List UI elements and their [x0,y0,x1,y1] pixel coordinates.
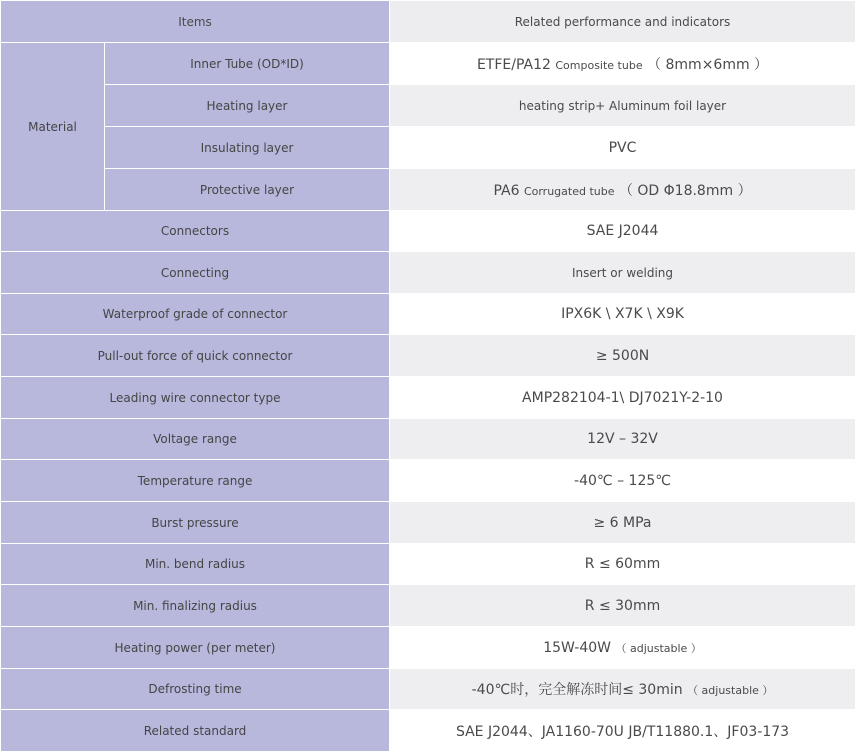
row-value [390,43,855,85]
table-row [1,502,855,544]
row-label: Related standard [1,710,390,752]
value-main: ETFE/PA12 [476,56,551,73]
row-label: Insulating layer [105,127,390,169]
value-main: PA6 [493,182,520,199]
header-items: Items [1,1,390,43]
table-row [1,169,855,211]
row-value [390,169,855,211]
row-label: Inner Tube (OD*ID) [105,43,390,85]
row-label: Heating power (per meter) [1,627,390,669]
table-row [1,211,855,252]
material-group-label: Material [1,43,105,211]
table-row [1,85,855,127]
row-value: ≥ 500N [390,335,855,377]
table-row [1,544,855,585]
table-row [1,419,855,460]
row-label: Min. bend radius [1,544,390,585]
table-row [1,710,855,752]
row-value [390,627,855,669]
value-sub: Composite tube [555,58,643,72]
table-row [1,252,855,294]
table-row [1,127,855,169]
row-label: Connecting [1,252,390,294]
row-label: Protective layer [105,169,390,211]
row-value: ≥ 6 MPa [390,502,855,544]
row-value: -40℃ – 125℃ [390,460,855,502]
value-tail: （ 8mm×6mm ） [647,56,769,73]
row-label: Waterproof grade of connector [1,294,390,335]
table-row [1,669,855,710]
table-row [1,294,855,335]
row-value: 12V – 32V [390,419,855,460]
table-row [1,627,855,669]
row-label: Connectors [1,211,390,252]
row-value: R ≤ 30mm [390,585,855,627]
row-value: IPX6K \ X7K \ X9K [390,294,855,335]
value-sub: （ adjustable ） [615,641,702,655]
value-sub: Corrugated tube [523,184,615,198]
row-value: SAE J2044、JA1160-70U JB/T11880.1、JF03-173 [390,710,855,752]
header-performance: Related performance and indicators [390,1,855,43]
table-row [1,335,855,377]
row-label: Voltage range [1,419,390,460]
value-sub: （ adjustable ） [687,684,774,697]
row-value: AMP282104-1\ DJ7021Y-2-10 [390,377,855,419]
row-label: Min. finalizing radius [1,585,390,627]
value-main: -40℃时，完全解冻时间≤ 30min [471,682,683,698]
row-label: Pull-out force of quick connector [1,335,390,377]
row-value: PVC [390,127,855,169]
table-row [1,585,855,627]
row-label: Defrosting time [1,669,390,710]
header-row [1,1,855,43]
row-value: SAE J2044 [390,211,855,252]
table-row [1,43,855,85]
value-tail: （ OD Φ18.8mm ） [618,182,752,199]
row-label: Leading wire connector type [1,377,390,419]
value-main: 15W-40W [543,639,612,656]
table-row [1,377,855,419]
row-value: R ≤ 60mm [390,544,855,585]
row-label: Burst pressure [1,502,390,544]
row-value: heating strip+ Aluminum foil layer [390,85,855,127]
row-label: Heating layer [105,85,390,127]
row-label: Temperature range [1,460,390,502]
row-value [390,669,855,710]
table-row [1,460,855,502]
row-value: Insert or welding [390,252,855,294]
